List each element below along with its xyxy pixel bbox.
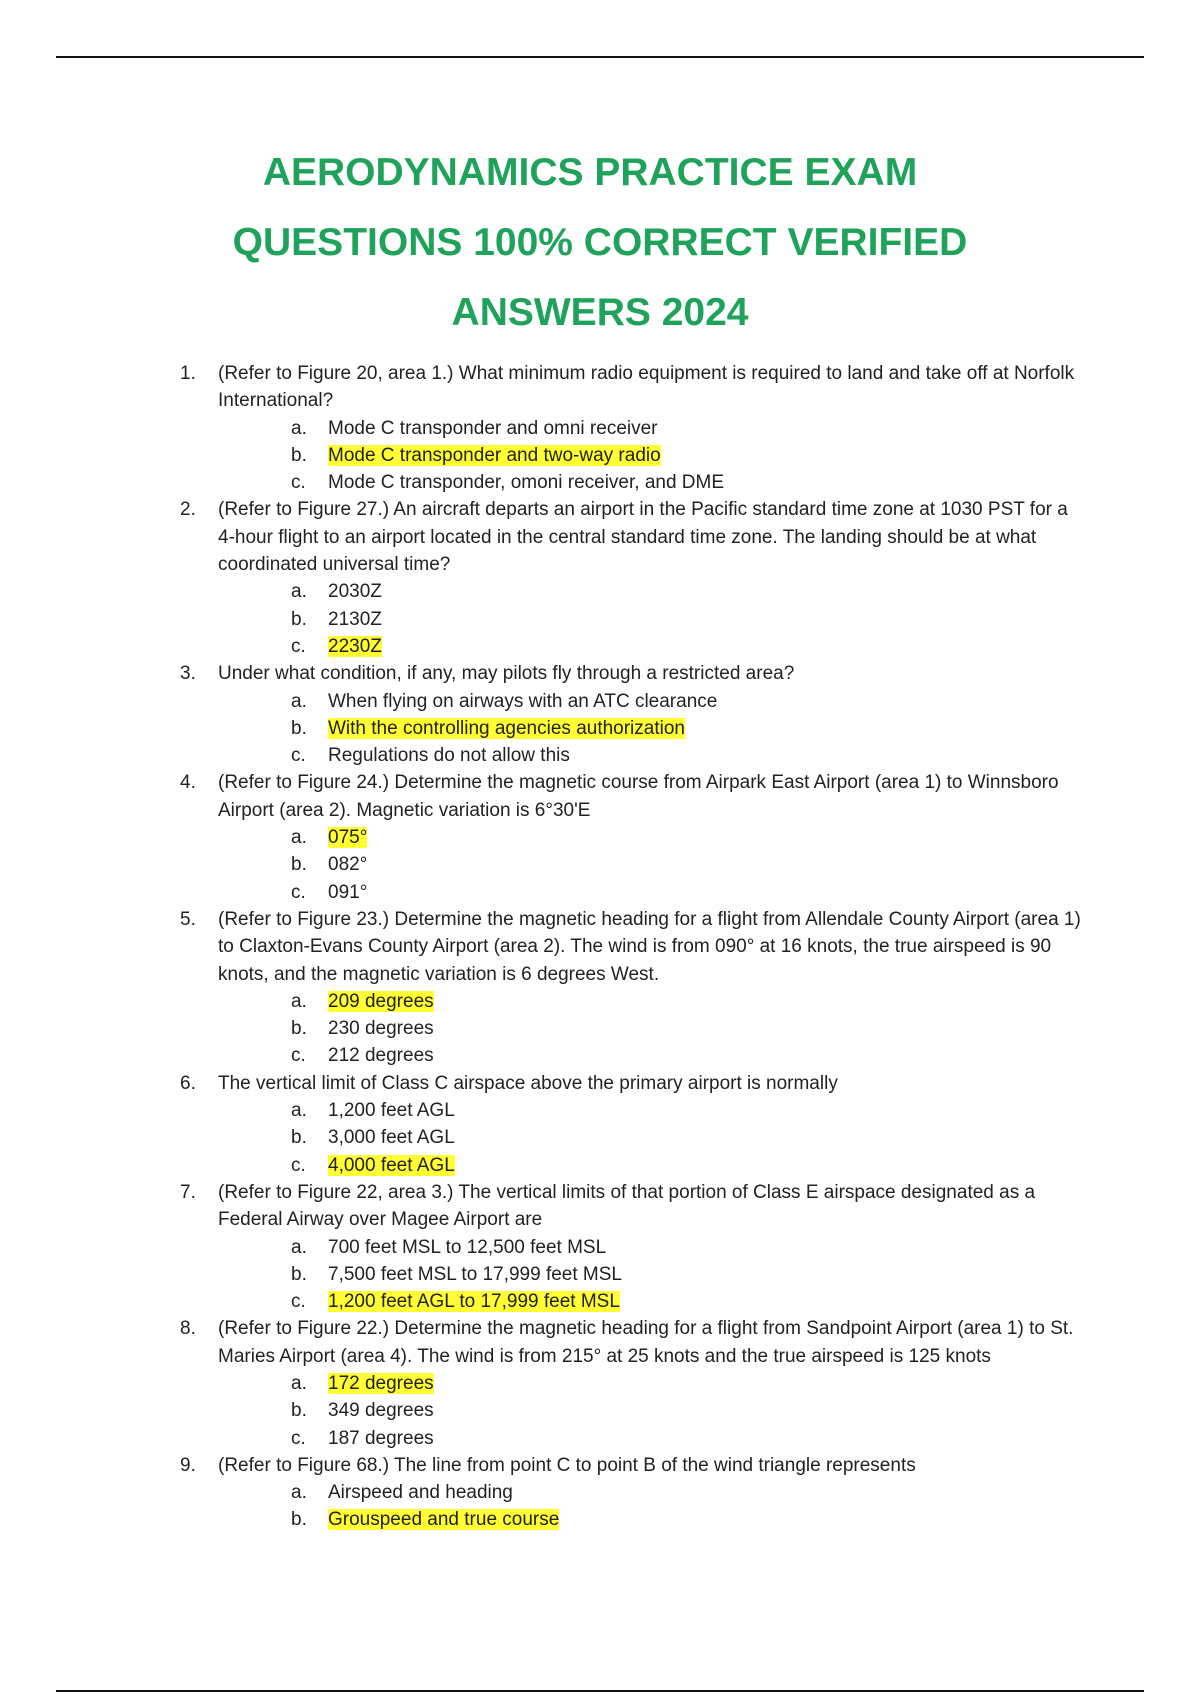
highlighted-answer: Mode C transponder and two-way radio [328,444,661,466]
answer-options [218,824,1085,906]
answer-option [218,1042,1085,1069]
option-text: 3,000 feet AGL [328,1127,455,1149]
question-text: (Refer to Figure 20, area 1.) What minimum radio equipment is required to land and take off at Norfolk International? [218,363,1075,412]
option-text: 7,500 feet MSL to 17,999 feet MSL [328,1263,622,1285]
question-item [180,906,1085,1070]
question-text: The vertical limit of Class C airspace above the primary airport is normally [218,1072,838,1094]
title-line-3: ANSWERS 2024 [451,291,749,334]
option-letter: a. [291,581,307,603]
option-text: 230 degrees [328,1018,434,1040]
bottom-rule [56,1690,1144,1692]
question-item [180,360,1085,496]
question-text: Under what condition, if any, may pilots fly through a restricted area? [218,663,795,685]
answer-option [218,1479,1085,1506]
answer-option [218,469,1085,496]
option-letter: b. [291,854,307,876]
question-item [180,1315,1085,1451]
answer-option-correct [218,824,1085,851]
option-text: Mode C transponder, omoni receiver, and DME [328,472,725,494]
highlighted-answer: 172 degrees [328,1372,434,1394]
option-text: 187 degrees [328,1427,434,1449]
highlighted-answer: Grouspeed and true course [328,1509,560,1531]
answer-options [218,1234,1085,1316]
document-title [0,138,1200,348]
highlighted-answer: 2230Z [328,635,382,657]
option-text: 349 degrees [328,1400,434,1422]
answer-option-correct [218,988,1085,1015]
question-list [180,360,1085,1534]
option-letter: a. [291,417,307,439]
answer-option-correct [218,633,1085,660]
question-text: (Refer to Figure 22, area 3.) The vertical limits of that portion of Class E airspace designated as a Federal Airway over Magee Airport are [218,1181,1036,1231]
question-number: 1. [180,363,196,384]
option-text: 082° [328,854,368,876]
option-text: Regulations do not allow this [328,745,570,767]
title-line-2: QUESTIONS 100% CORRECT VERIFIED [232,221,968,264]
option-letter: a. [291,827,307,849]
option-letter: b. [291,1263,307,1285]
option-text: When flying on airways with an ATC clearance [328,690,718,712]
answer-option [218,578,1085,605]
answer-options [218,688,1085,770]
option-letter: a. [291,1236,307,1258]
answer-option [218,606,1085,633]
question-number: 3. [180,663,196,685]
option-letter: c. [291,1154,306,1176]
option-text: 091° [328,881,368,903]
question-item [180,1452,1085,1534]
option-letter: a. [291,990,307,1012]
option-letter: c. [291,635,306,657]
answer-option-correct [218,1288,1085,1315]
answer-option-correct [218,1370,1085,1397]
answer-options [218,415,1085,497]
question-item [180,1070,1085,1179]
answer-option [218,742,1085,769]
answer-option-correct [218,442,1085,469]
question-number: 2. [180,499,196,521]
answer-option [218,879,1085,906]
option-text: 2030Z [328,581,382,603]
question-item [180,660,1085,769]
option-letter: b. [291,1509,307,1531]
option-letter: c. [291,881,306,903]
option-text: 700 feet MSL to 12,500 feet MSL [328,1236,607,1258]
option-letter: c. [291,745,306,767]
question-number: 7. [180,1181,196,1203]
answer-options [218,1479,1085,1534]
answer-option [218,1097,1085,1124]
answer-option [218,1425,1085,1452]
highlighted-answer: With the controlling agencies authorization [328,717,685,739]
option-letter: c. [291,472,306,494]
answer-options [218,578,1085,660]
option-letter: c. [291,1045,306,1067]
question-text: (Refer to Figure 68.) The line from point C to point B of the wind triangle represents [218,1454,916,1476]
highlighted-answer: 1,200 feet AGL to 17,999 feet MSL [328,1291,620,1313]
question-text: (Refer to Figure 22.) Determine the magnetic heading for a flight from Sandpoint Airport (area 1) to St. Maries Airport (area 4). The wind is from 215° at 25 knots and the true airspeed is 125 knots [218,1318,1074,1367]
question-number: 4. [180,772,196,794]
question-text: (Refer to Figure 24.) Determine the magnetic course from Airpark East Airport (area 1) to Winnsboro Airport (area 2). Magnetic variation is 6°30'E [218,772,1059,821]
option-text: 212 degrees [328,1045,434,1067]
option-text: 1,200 feet AGL [328,1100,455,1122]
option-text: 2130Z [328,608,382,630]
answer-option [218,1234,1085,1261]
question-number: 9. [180,1454,196,1476]
answer-options [218,988,1085,1070]
answer-option [218,1124,1085,1151]
question-number: 5. [180,908,196,930]
answer-option [218,688,1085,715]
option-letter: a. [291,1372,307,1394]
answer-options [218,1370,1085,1452]
answer-option [218,1015,1085,1042]
highlighted-answer: 209 degrees [328,990,434,1012]
highlighted-answer: 4,000 feet AGL [328,1154,455,1176]
option-letter: c. [291,1427,306,1449]
option-letter: b. [291,444,307,466]
answer-option [218,1397,1085,1424]
question-item [180,769,1085,905]
option-text: Airspeed and heading [328,1482,513,1504]
question-text: (Refer to Figure 23.) Determine the magnetic heading for a flight from Allendale County Airport (area 1) to Claxton-Evans County Airport (area 2). The wind is from 090° at 16 knots, the true airspeed is 90 knots, and the magnetic variation is 6 degrees West. [218,908,1081,985]
question-item [180,496,1085,660]
option-letter: b. [291,608,307,630]
option-letter: b. [291,1400,307,1422]
highlighted-answer: 075° [328,827,368,849]
option-text: Mode C transponder and omni receiver [328,417,658,439]
answer-option [218,851,1085,878]
top-rule [56,56,1144,58]
option-letter: b. [291,1127,307,1149]
question-item [180,1179,1085,1315]
option-letter: b. [291,717,307,739]
answer-options [218,1097,1085,1179]
option-letter: a. [291,1482,307,1504]
answer-option [218,415,1085,442]
option-letter: a. [291,1100,307,1122]
answer-option-correct [218,1506,1085,1533]
question-number: 8. [180,1318,196,1340]
answer-option-correct [218,1152,1085,1179]
option-letter: a. [291,690,307,712]
answer-option-correct [218,715,1085,742]
question-number: 6. [180,1072,196,1094]
option-letter: b. [291,1018,307,1040]
answer-option [218,1261,1085,1288]
question-text: (Refer to Figure 27.) An aircraft departs an airport in the Pacific standard time zone at 1030 PST for a 4-hour flight to an airport located in the central standard time zone. The landing should be at what coordinated universal time? [218,499,1068,576]
title-line-1: AERODYNAMICS PRACTICE EXAM [262,151,918,194]
option-letter: c. [291,1291,306,1313]
